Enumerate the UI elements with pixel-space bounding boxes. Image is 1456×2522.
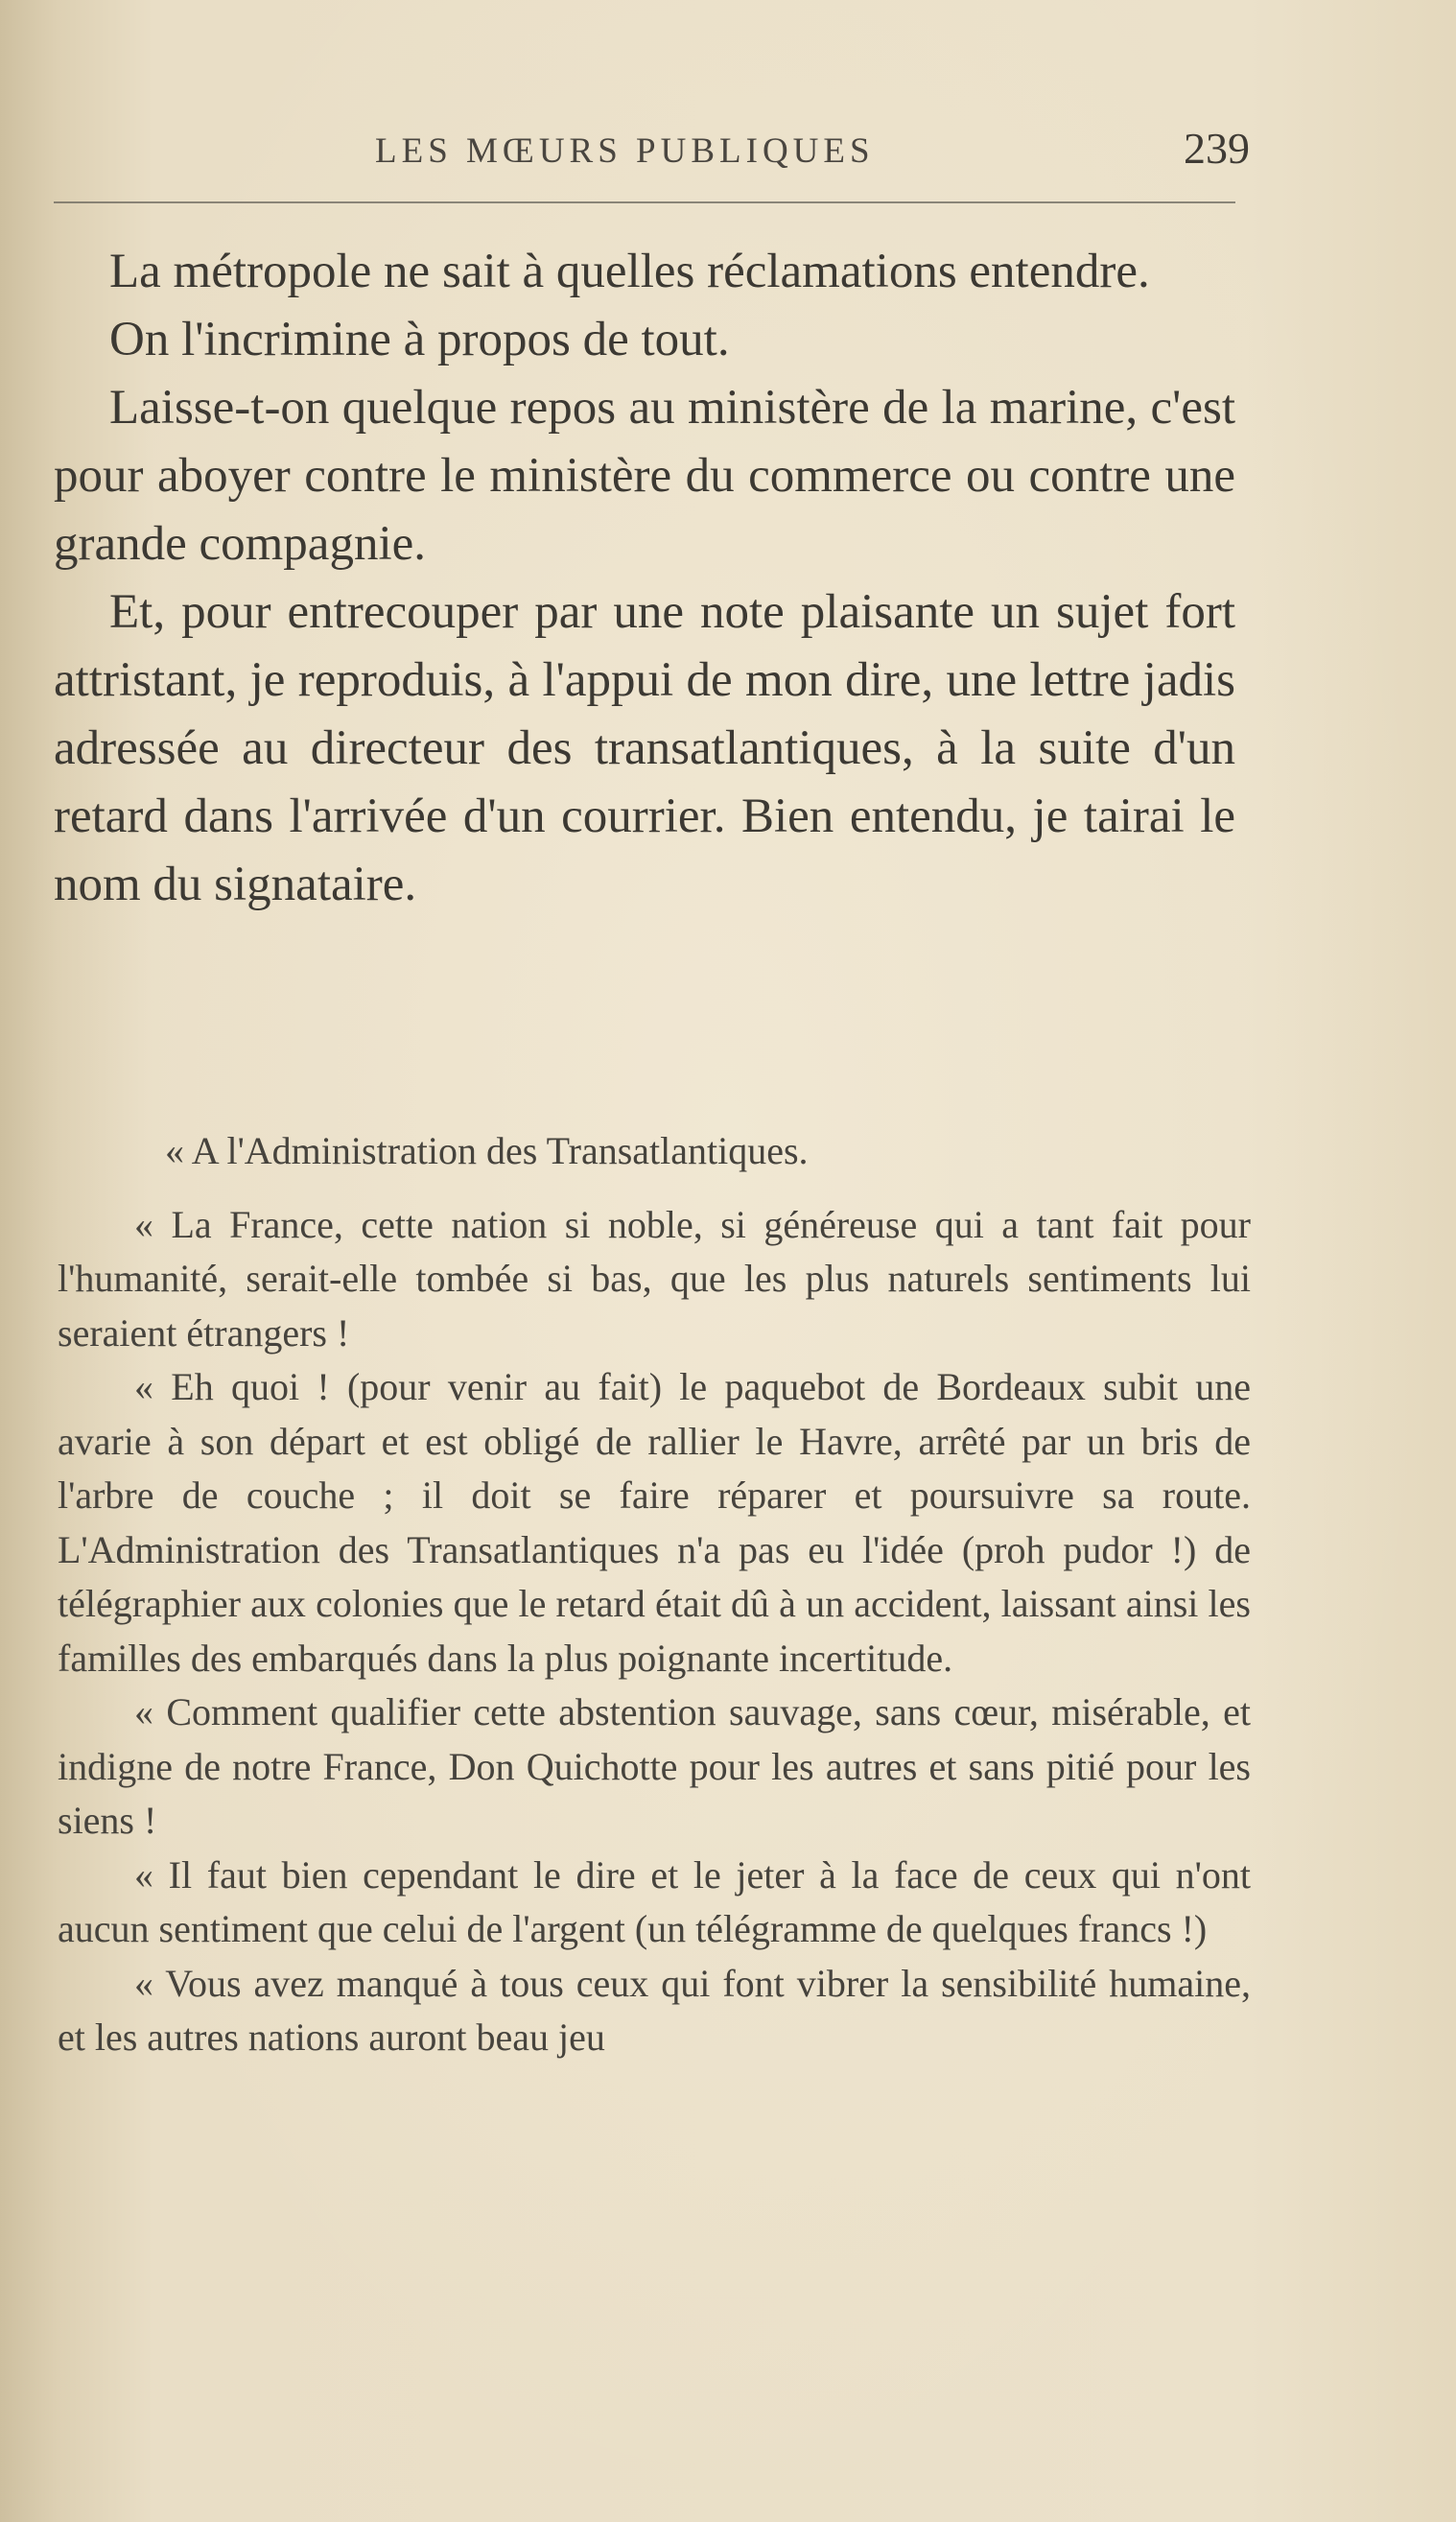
header-rule <box>54 201 1235 203</box>
page-number: 239 <box>1184 124 1250 173</box>
paragraph: Et, pour entrecouper par une note plaisante un sujet fort attristant, je reproduis, à l'appui de mon dire, une lettre jadis adressée au directeur des transatlantiques, à la suite d'un retard dans l'arrivée d'un courrier. Bien entendu, je tairai le nom du signataire. <box>54 585 1235 911</box>
paragraph: On l'incrimine à propos de tout. <box>109 313 730 366</box>
quoted-letter <box>58 1124 1251 2065</box>
paragraph: Laisse-t-on quelque repos au ministère de la marine, c'est pour aboyer contre le ministère du commerce ou contre une grande compagnie. <box>54 381 1235 571</box>
letter-salutation: « A l'Administration des Transatlantiques. <box>165 1129 809 1172</box>
page-header <box>54 123 1250 180</box>
letter-paragraph: « Comment qualifier cette abstention sauvage, sans cœur, misérable, et indigne de notre France, Don Quichotte pour les autres et sans pitié pour les siens ! <box>58 1690 1251 1842</box>
letter-paragraph: « Il faut bien cependant le dire et le jeter à la face de ceux qui n'ont aucun sentiment que celui de l'argent (un télégramme de quelques francs !) <box>58 1852 1251 1950</box>
paragraph: La métropole ne sait à quelles réclamations entendre. <box>109 245 1150 298</box>
letter-paragraph: « Vous avez manqué à tous ceux qui font vibrer la sensibilité humaine, et les autres nations auront beau jeu <box>58 1961 1251 2059</box>
running-head: LES MŒURS PUBLIQUES <box>375 131 875 171</box>
letter-paragraph: « La France, cette nation si noble, si généreuse qui a tant fait pour l'humanité, serait-elle tombée si bas, que les plus naturels sentiments lui seraient étrangers ! <box>58 1202 1251 1355</box>
letter-paragraph: « Eh quoi ! (pour venir au fait) le paquebot de Bordeaux subit une avarie à son départ et est obligé de rallier le Havre, arrêté par un bris de l'arbre de couche ; il doit se faire réparer et poursuivre sa route. L'Administration des Transatlantiques n'a pas eu l'idée (proh pudor !) de télégraphier aux colonies que le retard était dû à un accident, laissant ainsi les familles des embarqués dans la plus poignante incertitude. <box>58 1365 1251 1680</box>
body-text <box>54 238 1235 919</box>
